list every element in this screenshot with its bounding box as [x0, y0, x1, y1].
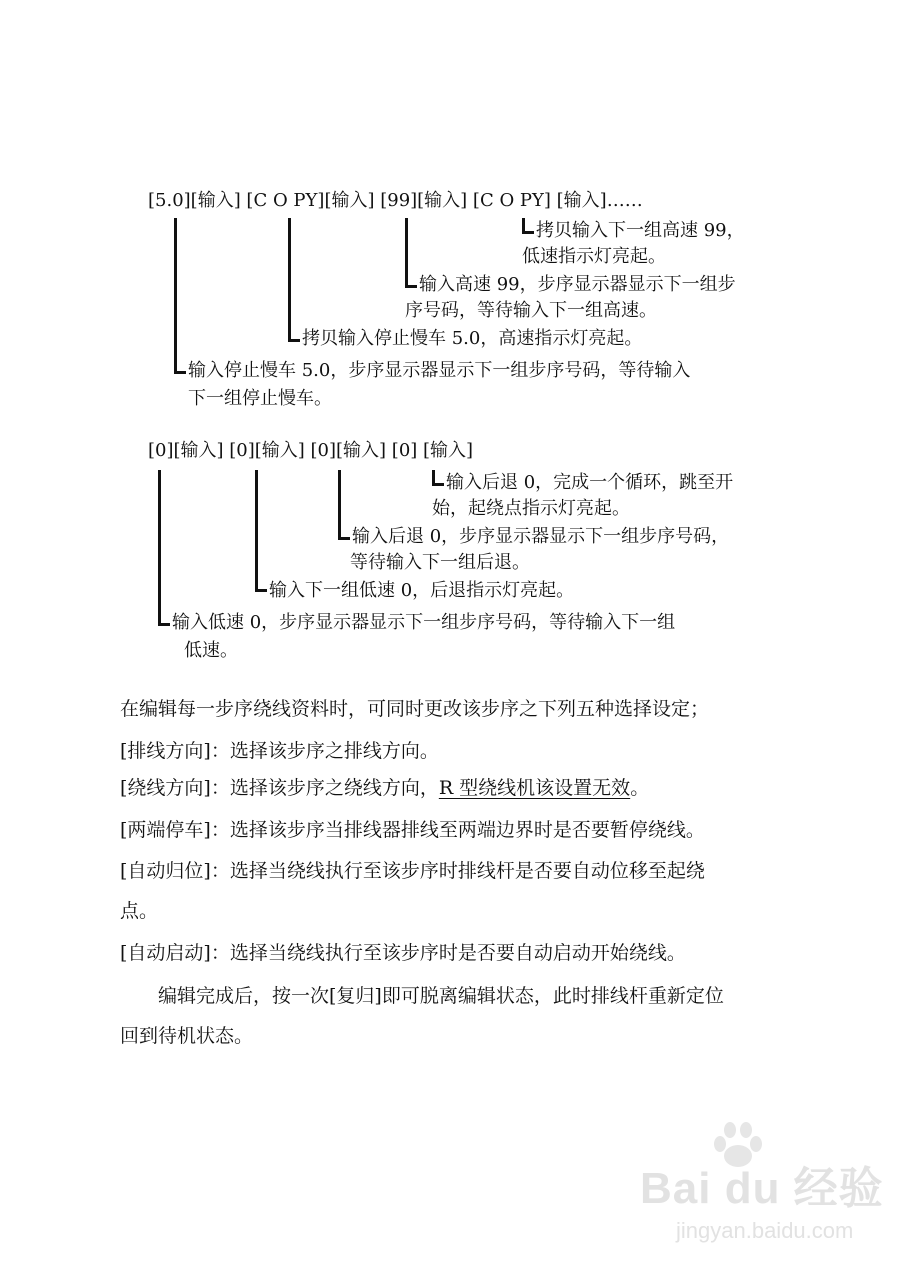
connector-7: [338, 470, 341, 540]
watermark-brand: Bai du 经验: [640, 1164, 884, 1213]
note-low-next: 输入下一组低速 0，后退指示灯亮起。: [269, 580, 575, 601]
note-back-1: 输入后退 0，步序显示器显示下一组步序号码，: [352, 526, 730, 547]
tick-2: [288, 339, 300, 342]
tick-3: [405, 285, 417, 288]
note-low-1: 输入低速 0，步序显示器显示下一组步序号码，等待输入下一组: [172, 612, 676, 633]
note-input-high-1: 输入高速 99，步序显示器显示下一组步: [419, 274, 736, 295]
connector-2: [288, 218, 291, 342]
connector-1: [174, 218, 177, 374]
sequence-line-2: [0][输入] [0][输入] [0][输入] [0] [输入]: [148, 440, 474, 461]
item-rao-xian: [120, 776, 649, 800]
note-input-stop-2: 下一组停止慢车。: [188, 388, 332, 409]
rao-xian-text: [绕线方向]：选择该步序之绕线方向，: [120, 777, 439, 799]
note-back-2: 等待输入下一组后退。: [350, 552, 530, 573]
item-zi-dong-gui-wei-1: [自动归位]：选择当绕线执行至该步序时排线杆是否要自动位移至起绕: [120, 860, 705, 882]
note-input-stop-1: 输入停止慢车 5.0，步序显示器显示下一组步序号码，等待输入: [188, 360, 691, 381]
item-zi-dong-qi-dong: [自动启动]：选择当绕线执行至该步序时是否要自动启动开始绕线。: [120, 942, 686, 964]
note-copy-stop: 拷贝输入停止慢车 5.0，高速指示灯亮起。: [302, 328, 643, 349]
tick-1: [174, 371, 186, 374]
item-pai-xian: [排线方向]：选择该步序之排线方向。: [120, 740, 439, 762]
connector-3: [405, 218, 408, 288]
connector-5: [158, 470, 161, 626]
tick-5: [158, 623, 170, 626]
note-copy-high-2: 低速指示灯亮起。: [522, 246, 666, 267]
note-low-2: 低速。: [184, 640, 238, 661]
finish-paragraph-2: 回到待机状态。: [120, 1025, 254, 1047]
note-copy-high-1: 拷贝输入下一组高速 99，: [536, 220, 745, 241]
tick-4: [522, 231, 534, 234]
intro-paragraph: 在编辑每一步序绕线资料时，可同时更改该步序之下列五种选择设定；: [120, 698, 710, 720]
note-input-high-2: 序号码，等待输入下一组高速。: [405, 300, 657, 321]
connector-6: [255, 470, 258, 592]
tick-8: [432, 483, 444, 486]
finish-paragraph-1: 编辑完成后，按一次[复归]即可脱离编辑状态，此时排线杆重新定位: [158, 985, 724, 1007]
note-back-end-2: 始，起绕点指示灯亮起。: [432, 498, 630, 519]
rao-xian-end: 。: [630, 777, 650, 799]
watermark-url: jingyan.baidu.com: [676, 1218, 854, 1243]
note-back-end-1: 输入后退 0，完成一个循环，跳至开: [446, 472, 734, 493]
item-liang-duan: [两端停车]：选择该步序当排线器排线至两端边界时是否要暂停绕线。: [120, 819, 705, 841]
rao-xian-underlined: R 型绕线机该设置无效: [438, 777, 631, 799]
sequence-line-1: [5.0][输入] [C O PY][输入] [99][输入] [C O PY] [输入]……: [148, 190, 643, 211]
tick-6: [255, 589, 267, 592]
item-zi-dong-gui-wei-2: 点。: [120, 900, 159, 922]
tick-7: [338, 537, 350, 540]
